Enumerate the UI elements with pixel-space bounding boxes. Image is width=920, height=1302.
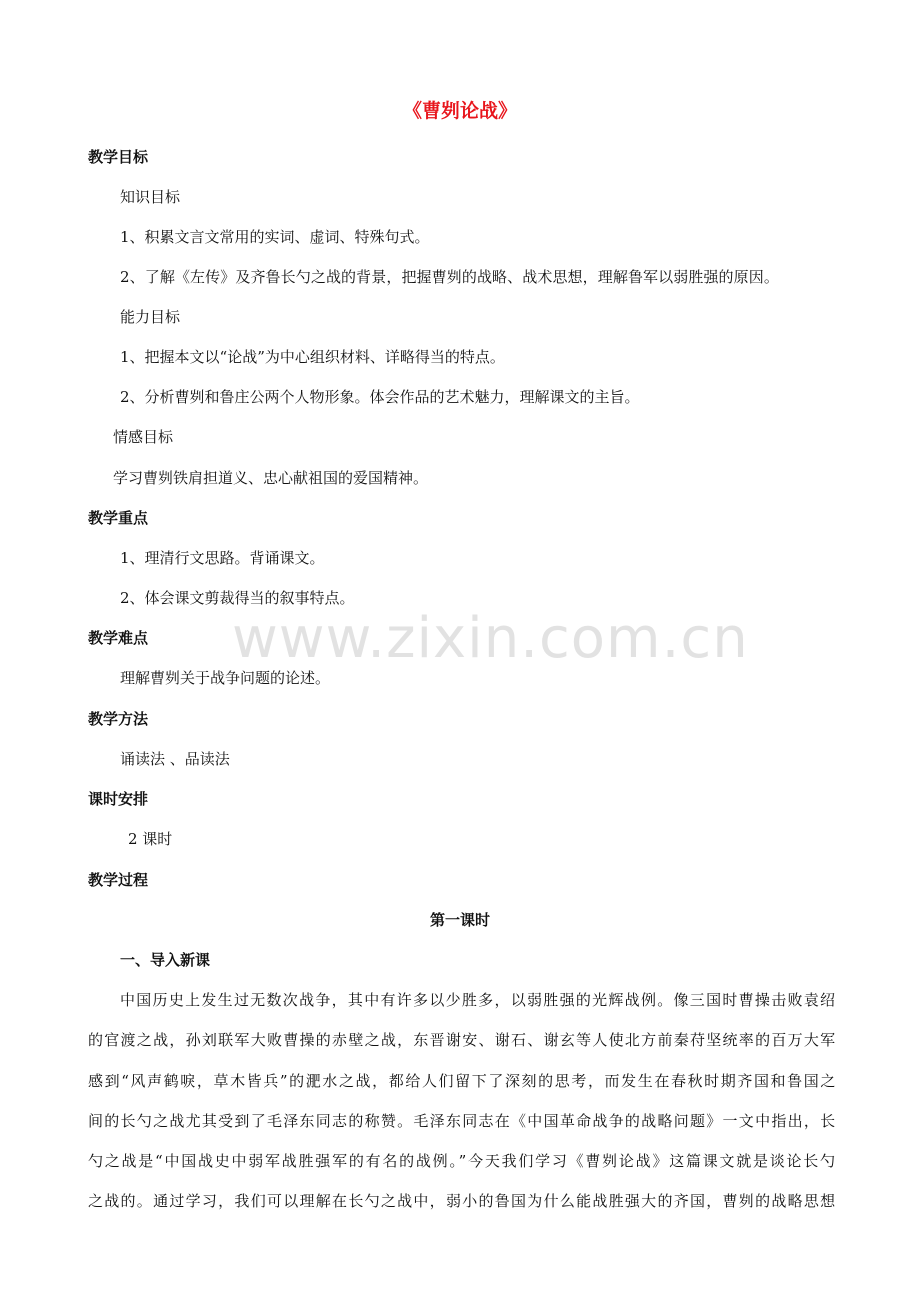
- heading-teaching-key-points: 教学重点: [88, 509, 149, 527]
- body-line: 的官渡之战，孙刘联军大败曹操的赤壁之战，东晋谢安、谢石、谢玄等人使北方前秦苻坚统率的百万大军: [88, 1031, 837, 1049]
- heading-teaching-goals: 教学目标: [88, 148, 149, 166]
- knowledge-item-2: 2、了解《左传》及齐鲁长勺之战的背景，把握曹刿的战略、战术思想，理解鲁军以弱胜强的原因。: [120, 268, 779, 286]
- emotion-goal-text: 学习曹刿铁肩担道义、忠心献祖国的爱国精神。: [113, 469, 429, 487]
- method-text: 诵读法 、品读法: [120, 750, 230, 768]
- body-line: 之战的。通过学习，我们可以理解在长勺之战中，弱小的鲁国为什么能战胜强大的齐国，曹刿的战略思想: [88, 1192, 837, 1210]
- body-line: 勺之战是“中国战史中弱军战胜强军的有名的战例。”今天我们学习《曹刿论战》这篇课文就是谈论长勺: [88, 1152, 837, 1170]
- body-line: 中国历史上发生过无数次战争，其中有许多以少胜多，以弱胜强的光辉战例。像三国时曹操击败袁绍: [120, 991, 837, 1009]
- ability-item-2: 2、分析曹刿和鲁庄公两个人物形象。体会作品的艺术魅力，理解课文的主旨。: [120, 388, 640, 406]
- key-point-2: 2、体会课文剪裁得当的叙事特点。: [120, 589, 355, 607]
- watermark: www.zixin.com.cn: [232, 606, 749, 671]
- knowledge-goal-label: 知识目标: [120, 188, 181, 206]
- document-title: 《曹刿论战》: [402, 100, 517, 122]
- section-one-heading: 一、导入新课: [120, 951, 211, 969]
- heading-teaching-difficulty: 教学难点: [88, 629, 149, 647]
- difficulty-text: 理解曹刿关于战争问题的论述。: [120, 669, 331, 687]
- emotion-goal-label: 情感目标: [113, 428, 174, 446]
- ability-goal-label: 能力目标: [120, 308, 181, 326]
- key-point-1: 1、理清行文思路。背诵课文。: [120, 549, 325, 567]
- schedule-text: 2 课时: [128, 830, 173, 848]
- knowledge-item-1: 1、积累文言文常用的实词、虚词、特殊句式。: [120, 228, 430, 246]
- body-line: 感到“风声鹤唳，草木皆兵”的淝水之战，都给人们留下了深刻的思考，而发生在春秋时期齐国和鲁国之: [88, 1072, 837, 1090]
- body-line: 间的长勺之战尤其受到了毛泽东同志的称赞。毛泽东同志在《中国革命战争的战略问题》一文中指出，长: [88, 1112, 837, 1130]
- heading-class-schedule: 课时安排: [88, 790, 149, 808]
- heading-teaching-process: 教学过程: [88, 871, 149, 889]
- lesson-one-heading: 第一课时: [429, 911, 490, 929]
- ability-item-1: 1、把握本文以“论战”为中心组织材料、详略得当的特点。: [120, 348, 505, 366]
- heading-teaching-method: 教学方法: [88, 710, 149, 728]
